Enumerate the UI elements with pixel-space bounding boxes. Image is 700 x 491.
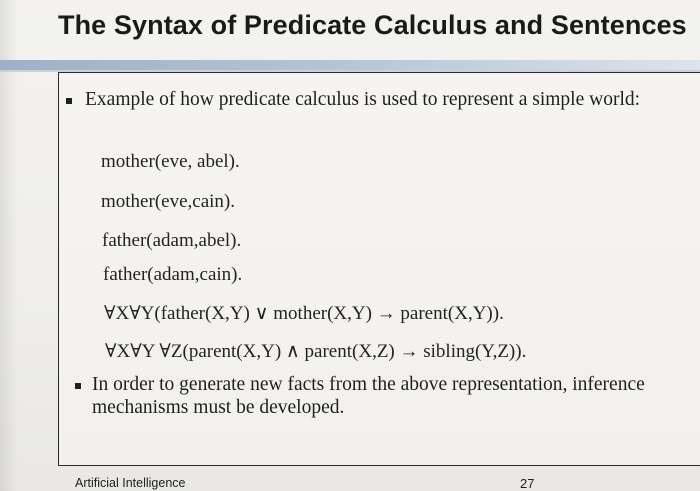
rule-line-sibling: ∀X∀Y ∀Z(parent(X,Y) ∧ parent(X,Z) → sibling(Y,Z)). xyxy=(105,341,527,362)
bullet-marker-1 xyxy=(66,98,72,104)
title-divider-bar xyxy=(0,60,700,70)
fact-line-3: father(adam,abel). xyxy=(102,230,242,251)
fact-line-4: father(adam,cain). xyxy=(103,264,243,285)
footer-page-number: 27 xyxy=(520,476,535,491)
rule-line-parent: ∀X∀Y(father(X,Y) ∨ mother(X,Y) → parent(X,Y)). xyxy=(104,303,504,324)
slide-title: The Syntax of Predicate Calculus and Sentences xyxy=(58,10,687,40)
fact-line-2: mother(eve,cain). xyxy=(101,191,235,212)
photo-edge-shadow xyxy=(0,0,18,491)
bullet-text-2: In order to generate new facts from the above representation, inference mechanisms must be developed. xyxy=(92,374,645,418)
bullet-marker-2 xyxy=(75,383,81,389)
footer-course-name: Artificial Intelligence xyxy=(75,476,186,490)
fact-line-1: mother(eve, abel). xyxy=(101,151,240,172)
bullet-text-1: Example of how predicate calculus is used to represent a simple world: xyxy=(85,89,641,110)
